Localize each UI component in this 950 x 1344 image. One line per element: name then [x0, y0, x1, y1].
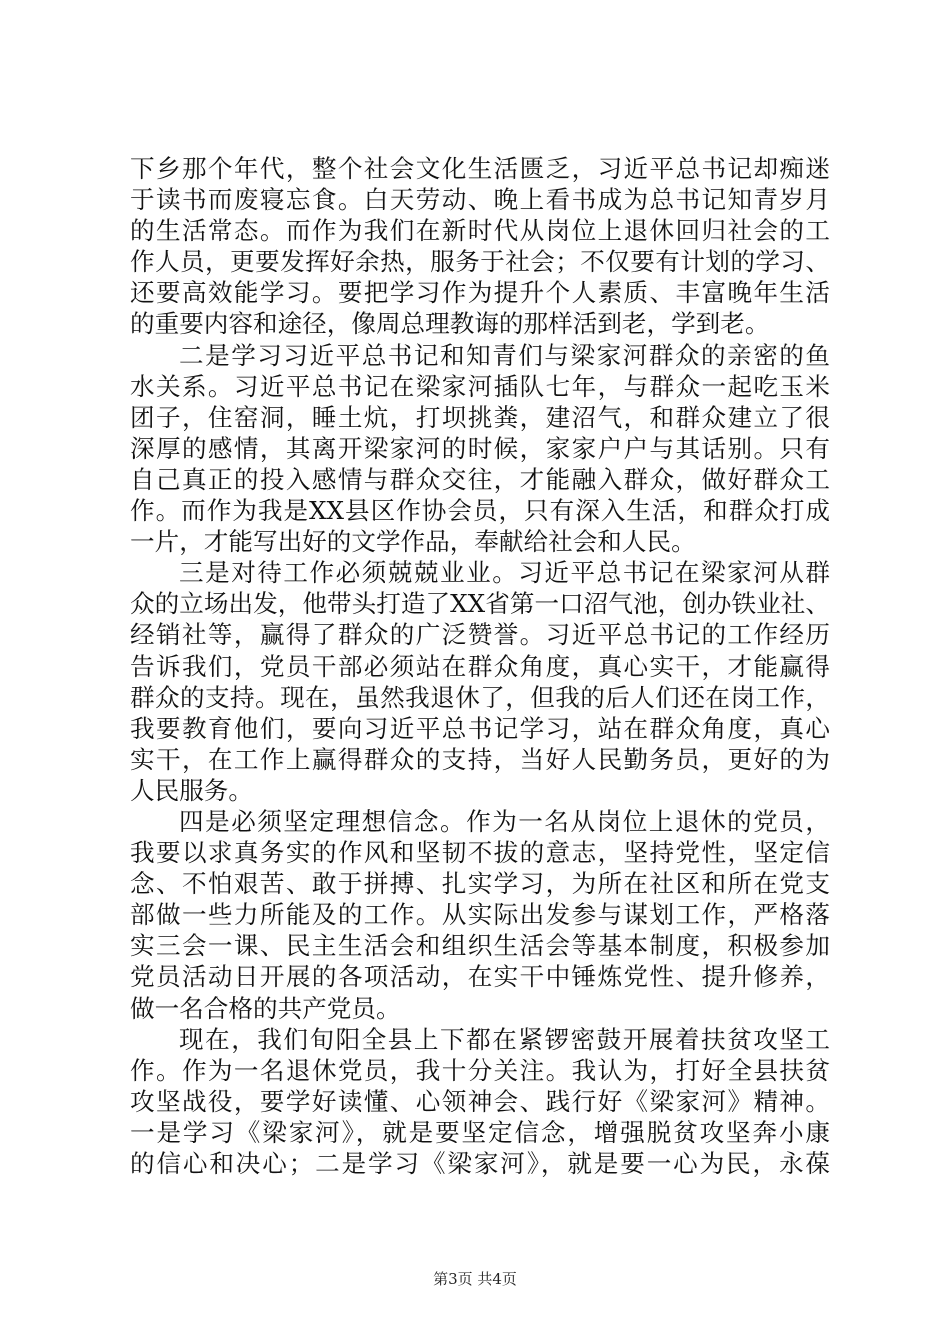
text-line: 做一名合格的共产党员。	[130, 993, 401, 1023]
text-line: 实三会一课、民主生活会和组织生活会等基本制度，积极参加	[130, 931, 830, 961]
paragraph-start-line: 二是学习习近平总书记和知青们与梁家河群众的亲密的鱼	[179, 340, 830, 370]
text-line: 告诉我们，党员干部必须站在群众角度，真心实干，才能赢得	[130, 651, 830, 681]
text-line: 于读书而废寝忘食。白天劳动、晚上看书成为总书记知青岁月	[130, 185, 830, 215]
text-line: 念、不怕艰苦、敢于拼搏、扎实学习，为所在社区和所在党支	[130, 869, 830, 899]
text-line: 作人员，更要发挥好余热，服务于社会；不仅要有计划的学习、	[130, 247, 830, 277]
paragraph-start-line: 现在，我们旬阳全县上下都在紧锣密鼓开展着扶贫攻坚工	[179, 1024, 830, 1054]
text-line: 攻坚战役，要学好读懂、心领神会、践行好《梁家河》精神。	[130, 1086, 830, 1116]
text-line: 一片，才能写出好的文学作品，奉献给社会和人民。	[130, 527, 696, 557]
text-line: 作。而作为我是XX县区作协会员，只有深入生活，和群众打成	[130, 496, 830, 526]
text-line: 作。作为一名退休党员，我十分关注。我认为，打好全县扶贫	[130, 1055, 830, 1085]
text-line: 一是学习《梁家河》，就是要坚定信念，增强脱贫攻坚奔小康	[130, 1117, 830, 1147]
text-line: 深厚的感情，其离开梁家河的时候，家家户户与其话别。只有	[130, 433, 830, 463]
text-line: 团子，住窑洞，睡土炕，打坝挑粪，建沼气，和群众建立了很	[130, 402, 830, 432]
text-line: 人民服务。	[130, 775, 253, 805]
text-line: 的重要内容和途径，像周总理教诲的那样活到老，学到老。	[130, 309, 770, 339]
text-line: 水关系。习近平总书记在梁家河插队七年，与群众一起吃玉米	[130, 371, 830, 401]
text-line: 我要教育他们，要向习近平总书记学习，站在群众角度，真心	[130, 713, 830, 743]
text-line: 的信心和决心；二是学习《梁家河》，就是要一心为民，永葆	[130, 1149, 830, 1178]
text-line: 实干，在工作上赢得群众的支持，当好人民勤务员，更好的为	[130, 744, 830, 774]
text-line: 的生活常态。而作为我们在新时代从岗位上退休回归社会的工	[130, 216, 830, 246]
text-line: 众的立场出发，他带头打造了XX省第一口沼气池，创办铁业社、	[130, 589, 830, 619]
text-line: 经销社等，赢得了群众的广泛赞誉。习近平总书记的工作经历	[130, 620, 830, 650]
text-line: 还要高效能学习。要把学习作为提升个人素质、丰富晚年生活	[130, 278, 830, 308]
text-line: 群众的支持。现在，虽然我退休了，但我的后人们还在岗工作，	[130, 682, 830, 712]
text-line: 党员活动日开展的各项活动，在实干中锤炼党性、提升修养，	[130, 962, 830, 992]
text-line: 下乡那个年代，整个社会文化生活匮乏，习近平总书记却痴迷	[130, 154, 830, 183]
paragraph-start-line: 三是对待工作必须兢兢业业。习近平总书记在梁家河从群	[179, 558, 830, 588]
text-line: 我要以求真务实的作风和坚韧不拔的意志，坚持党性，坚定信	[130, 838, 830, 868]
text-line: 自己真正的投入感情与群众交往，才能融入群众，做好群众工	[130, 464, 830, 494]
paragraph-start-line: 四是必须坚定理想信念。作为一名从岗位上退休的党员，	[179, 806, 830, 836]
page-number-footer: 第3页 共4页	[433, 1270, 517, 1288]
document-body	[130, 153, 830, 1179]
text-line: 部做一些力所能及的工作。从实际出发参与谋划工作，严格落	[130, 900, 830, 930]
